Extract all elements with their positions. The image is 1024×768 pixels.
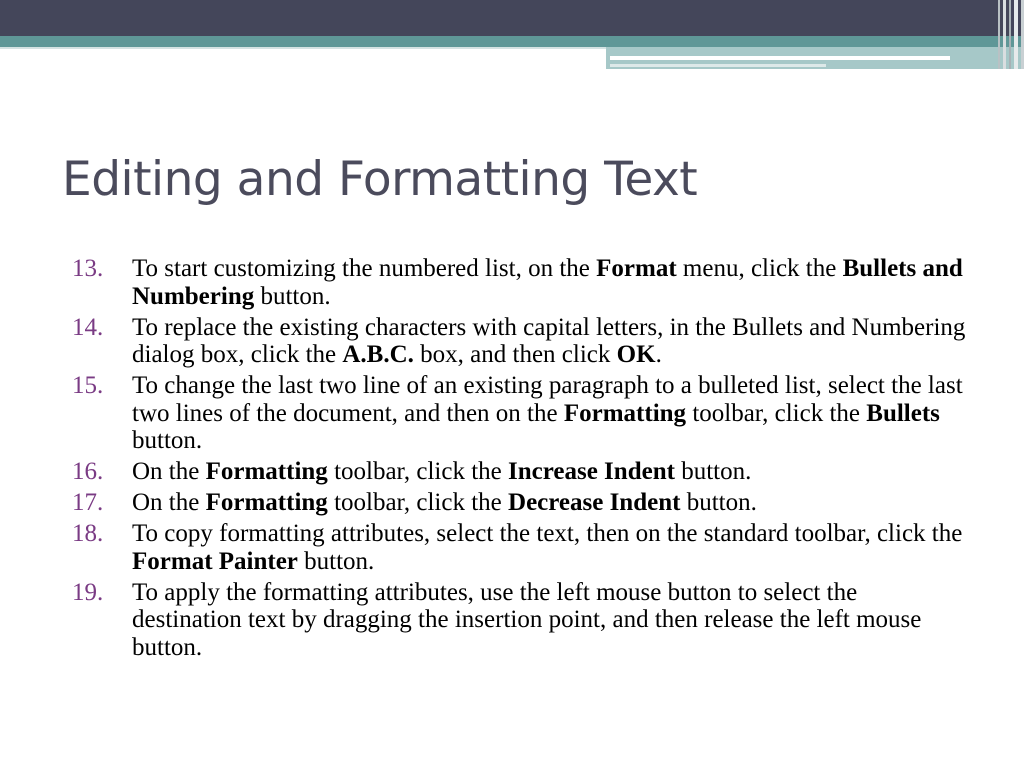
list-item-text [132,372,963,454]
stripe [1009,0,1011,69]
list-item [72,458,972,486]
list-item-text [132,314,965,369]
list-item [72,520,972,575]
bold-term: Format [596,255,677,282]
list-number: 14. [72,313,104,341]
text-run: button. [680,489,757,516]
text-run: box, and then click [413,341,617,368]
numbered-step-list [72,255,972,665]
bold-term: Increase Indent [508,458,675,485]
stripe [1014,0,1018,69]
text-run: To replace the existing characters with capital letters, in the Bullets and Numbering dialog box, click the [132,313,966,368]
text-run: button. [132,427,203,454]
bold-term: Formatting [205,489,328,516]
list-number: 19. [72,578,104,606]
bold-term: Bullets and Numbering [132,255,963,310]
header-band [0,0,1024,36]
text-run: button. [674,458,752,485]
list-item-text [132,579,921,661]
text-run: button. [297,547,375,575]
list-item [72,255,972,310]
divider-line [610,56,950,60]
list-item [72,489,972,517]
list-item-text [132,255,963,310]
divider-line [610,64,826,67]
text-run: To apply the formatting attributes, use the left mouse button to select the destination text by dragging the insertion point, and then release the left mouse button. [132,578,922,661]
text-run: button. [254,282,331,310]
text-run: To change the last two line of an existing paragraph to a bulleted list, select the last two lines of the document, and then on the [132,372,963,427]
stripe [1003,0,1006,69]
text-run: On the [132,458,206,485]
decorative-stripes [994,0,1024,69]
bold-term: Formatting [205,458,328,485]
list-number: 17. [72,489,104,516]
list-item-text [132,489,757,516]
list-item [72,372,972,455]
list-number: 16. [72,458,104,485]
accent-rule [0,47,606,49]
bold-term: A.B.C. [342,341,414,368]
bold-term: Formatting [563,399,687,427]
list-item-text [132,458,751,485]
bold-term: Format Painter [132,547,298,575]
bold-term: OK [616,341,656,368]
text-run: . [655,341,662,368]
list-item-text [132,520,962,575]
list-item [72,314,972,369]
list-number: 13. [72,255,104,282]
bold-term: Decrease Indent [508,489,681,516]
text-run: menu, click the [676,255,843,282]
list-item [72,579,972,662]
bold-term: Bullets [866,399,940,427]
list-number: 18. [72,520,104,547]
accent-band [0,36,1024,47]
text-run: toolbar, click the [327,458,509,485]
text-run: To start customizing the numbered list, on the [132,255,597,282]
text-run: toolbar, click the [686,399,867,427]
stripe [998,0,1000,69]
slide-title: Editing and Formatting Text [62,152,698,207]
text-run: On the [132,489,206,516]
text-run: toolbar, click the [327,489,509,516]
text-run: To copy formatting attributes, select the text, then on the standard toolbar, click the [132,520,963,547]
list-number: 15. [72,372,104,399]
